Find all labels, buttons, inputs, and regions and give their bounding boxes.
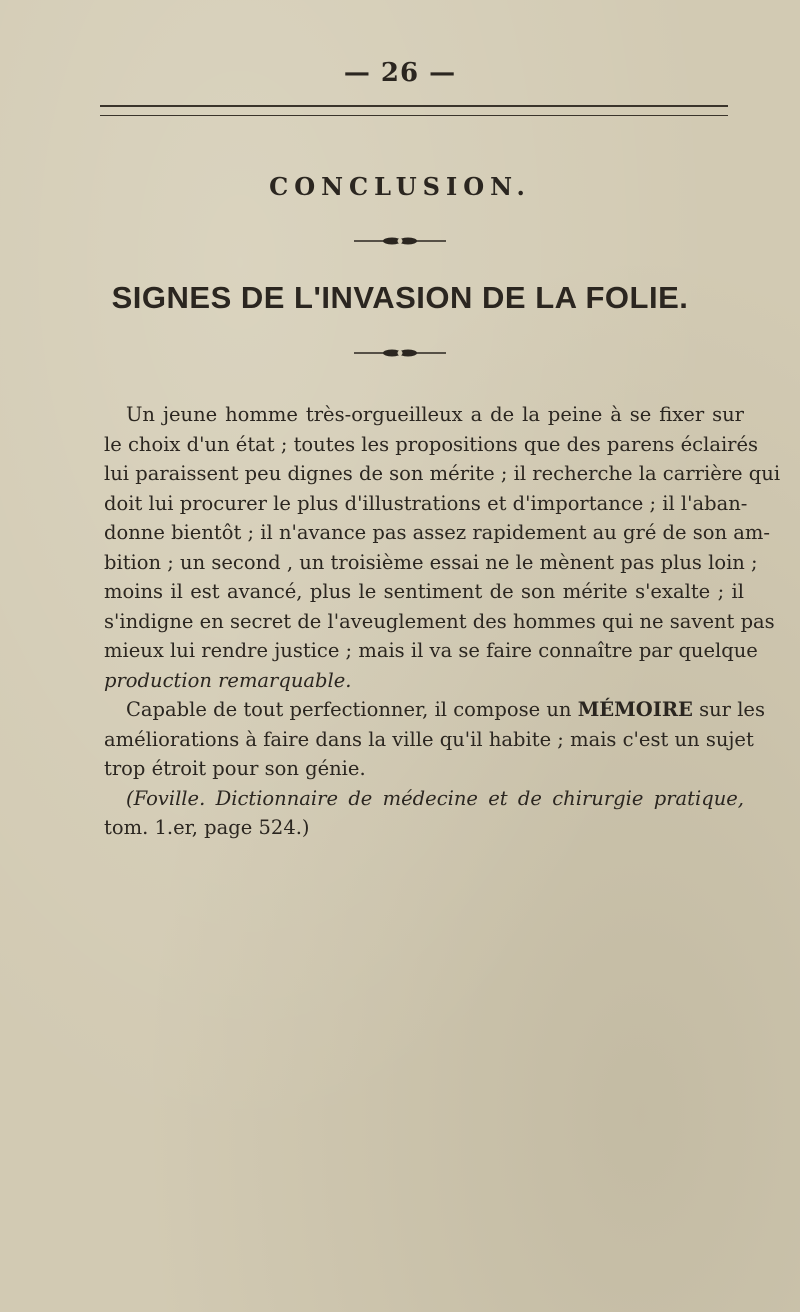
ornament-divider	[0, 232, 800, 251]
text-fragment: sur les	[692, 698, 765, 721]
citation-line: (Foville. Dictionnaire de médecine et de chirurgie pratique,	[126, 786, 744, 810]
text-line: trop étroit pour son génie.	[104, 757, 366, 780]
text-fragment: Capable de tout perfectionner, il compose un	[126, 698, 578, 721]
ornament-divider-icon	[352, 347, 448, 359]
text-line: améliorations à faire dans la ville qu'il habite ; mais c'est un sujet	[104, 727, 754, 751]
text-line: Un jeune homme très-orgueilleux a de la peine à se fixer sur	[126, 403, 744, 426]
ornament-divider-icon	[352, 235, 448, 247]
section-title: CONCLUSION.	[269, 172, 531, 201]
memoire-word: MÉMOIRE	[577, 698, 693, 721]
text-line: le choix d'un état ; toutes les propositions que des parens éclairés	[104, 432, 759, 456]
page-number: — 26 —	[343, 58, 457, 88]
citation-line: tom. 1.er, page 524.)	[104, 816, 310, 839]
chapter-subtitle: SIGNES DE L'INVASION DE LA FOLIE.	[111, 280, 689, 315]
header-rule	[100, 105, 728, 116]
text-line: doit lui procurer le plus d'illustrations et d'importance ; il l'aban-	[104, 491, 748, 515]
text-line: s'indigne en secret de l'aveuglement des hommes qui ne savent pas	[104, 609, 775, 633]
ornament-divider	[0, 344, 800, 363]
text-line: lui paraissent peu dignes de son mérite ; il recherche la carrière qui	[104, 462, 781, 485]
text-line: donne bientôt ; il n'avance pas assez rapidement au gré de son am-	[104, 521, 770, 544]
text-line	[104, 695, 765, 725]
text-line: mieux lui rendre justice ; mais il va se faire connaître par quelque	[104, 639, 758, 662]
body-text	[104, 400, 781, 843]
text-line: moins il est avancé, plus le sentiment de son mérite s'exalte ; il	[104, 580, 744, 603]
text-line-italic: production remarquable.	[104, 668, 352, 692]
text-line: bition ; un second , un troisième essai ne le mènent pas plus loin ;	[104, 550, 758, 574]
